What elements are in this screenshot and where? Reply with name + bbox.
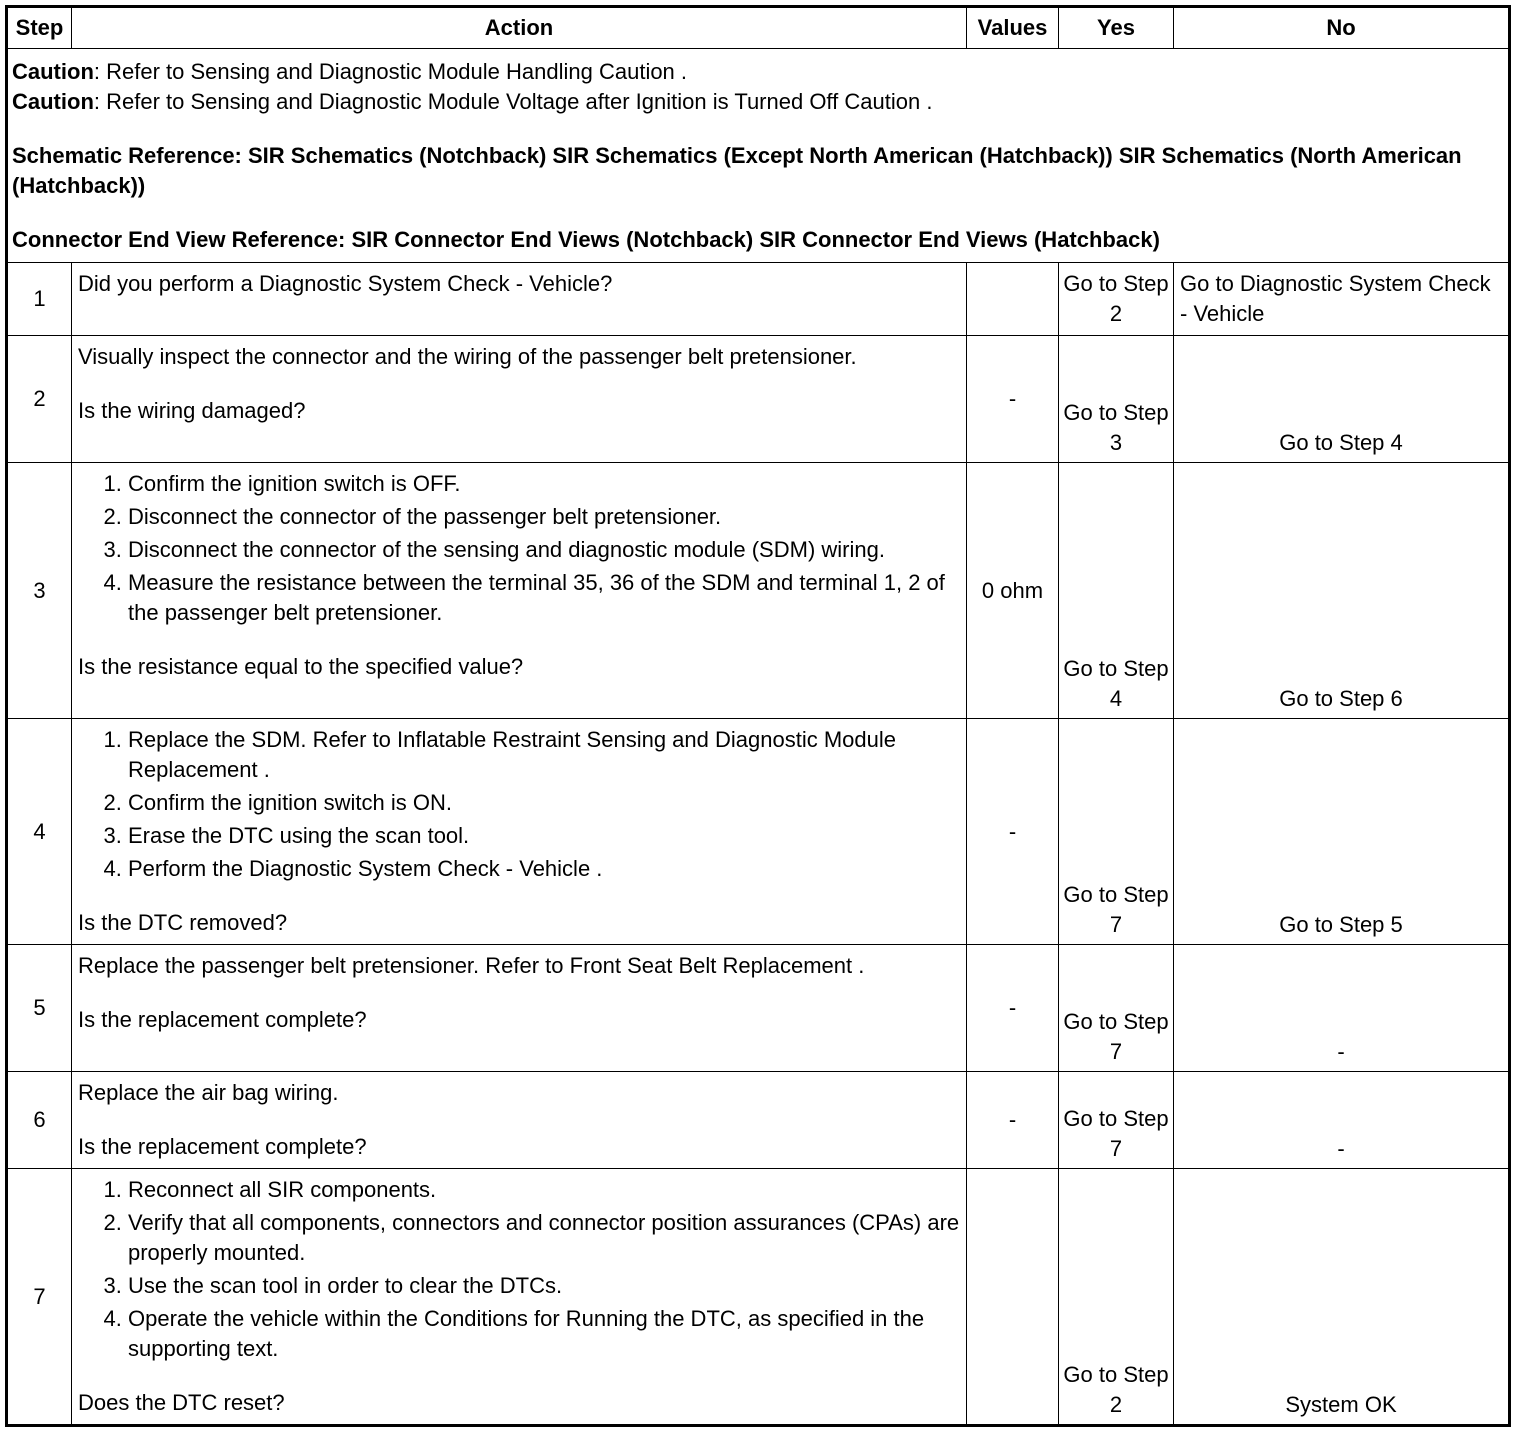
action-question: Does the DTC reset? xyxy=(78,1390,285,1415)
table-row xyxy=(7,463,1510,719)
no-cell: Go to Step 5 xyxy=(1174,719,1510,945)
schematic-reference-text: Schematic Reference: SIR Schematics (Notchback) SIR Schematics (Except North American (Hatchback)) SIR Schematics (North American (Hatchback)) xyxy=(12,143,1462,198)
list-item: 4. Operate the vehicle within the Conditions for Running the DTC, as specified in the supporting text. xyxy=(128,1304,960,1364)
no-cell: - xyxy=(1174,1072,1510,1169)
yes-cell: Go to Step 2 xyxy=(1059,1169,1174,1426)
action-text: Replace the passenger belt pretensioner. Refer to Front Seat Belt Replacement . xyxy=(78,953,865,978)
yes-cell: Go to Step 7 xyxy=(1059,1072,1174,1169)
value-cell xyxy=(967,263,1059,336)
list-item: 2. Verify that all components, connectors and connector position assurances (CPAs) are properly mounted. xyxy=(128,1208,960,1268)
yes-cell: Go to Step 7 xyxy=(1059,945,1174,1072)
caution-label: Caution xyxy=(12,89,94,114)
yes-cell: Go to Step 4 xyxy=(1059,463,1174,719)
yes-cell: Go to Step 7 xyxy=(1059,719,1174,945)
step-number: 3 xyxy=(7,463,72,719)
notes-cell xyxy=(7,49,1510,263)
no-cell: System OK xyxy=(1174,1169,1510,1426)
list-item: 3. Use the scan tool in order to clear the DTCs. xyxy=(128,1271,960,1301)
action-cell xyxy=(72,719,967,945)
value-cell: - xyxy=(967,1072,1059,1169)
action-text: Replace the air bag wiring. xyxy=(78,1080,339,1105)
step-number: 6 xyxy=(7,1072,72,1169)
table-row xyxy=(7,945,1510,1072)
action-steps-list xyxy=(78,469,960,628)
diagnostic-table xyxy=(5,5,1511,1427)
caution-text: : Refer to Sensing and Diagnostic Module Handling Caution . xyxy=(93,59,688,84)
table-row xyxy=(7,336,1510,463)
caution-text: : Refer to Sensing and Diagnostic Module Voltage after Ignition is Turned Off Caution . xyxy=(93,89,933,114)
list-item: 2. Disconnect the connector of the passenger belt pretensioner. xyxy=(128,502,960,532)
notes-row xyxy=(7,49,1510,263)
yes-cell: Go to Step 2 xyxy=(1059,263,1174,336)
value-cell: - xyxy=(967,719,1059,945)
action-question: Is the wiring damaged? xyxy=(78,398,306,423)
list-item: 4. Measure the resistance between the terminal 35, 36 of the SDM and terminal 1, 2 of the passenger belt pretensioner. xyxy=(128,568,960,628)
action-question: Is the replacement complete? xyxy=(78,1007,367,1032)
action-cell xyxy=(72,463,967,719)
action-question: Is the replacement complete? xyxy=(78,1134,367,1159)
action-text: Did you perform a Diagnostic System Check - Vehicle? xyxy=(78,271,613,296)
connector-reference-text: Connector End View Reference: SIR Connector End Views (Notchback) SIR Connector End Views (Hatchback) xyxy=(12,227,1160,252)
no-cell: Go to Diagnostic System Check - Vehicle xyxy=(1174,263,1510,336)
value-cell: - xyxy=(967,336,1059,463)
step-number: 5 xyxy=(7,945,72,1072)
value-cell: 0 ohm xyxy=(967,463,1059,719)
schematic-reference xyxy=(12,141,1504,201)
connector-reference xyxy=(12,225,1504,255)
action-steps-list xyxy=(78,1175,960,1364)
table-row xyxy=(7,719,1510,945)
action-question: Is the resistance equal to the specified value? xyxy=(78,654,524,679)
step-number: 7 xyxy=(7,1169,72,1426)
step-number: 1 xyxy=(7,263,72,336)
header-step: Step xyxy=(7,7,72,49)
header-row xyxy=(7,7,1510,49)
no-cell: - xyxy=(1174,945,1510,1072)
no-cell: Go to Step 6 xyxy=(1174,463,1510,719)
caution-1 xyxy=(12,57,1504,87)
value-cell: - xyxy=(967,945,1059,1072)
list-item: 3. Disconnect the connector of the sensing and diagnostic module (SDM) wiring. xyxy=(128,535,960,565)
list-item: 1. Confirm the ignition switch is OFF. xyxy=(128,469,960,499)
action-cell xyxy=(72,1072,967,1169)
header-no: No xyxy=(1174,7,1510,49)
caution-2 xyxy=(12,87,1504,117)
header-yes: Yes xyxy=(1059,7,1174,49)
action-cell xyxy=(72,336,967,463)
table-row xyxy=(7,263,1510,336)
list-item: 1. Replace the SDM. Refer to Inflatable Restraint Sensing and Diagnostic Module Replacement . xyxy=(128,725,960,785)
action-steps-list xyxy=(78,725,960,884)
list-item: 3. Erase the DTC using the scan tool. xyxy=(128,821,960,851)
header-values: Values xyxy=(967,7,1059,49)
caution-label: Caution xyxy=(12,59,94,84)
action-text: Visually inspect the connector and the wiring of the passenger belt pretensioner. xyxy=(78,344,857,369)
table-row xyxy=(7,1169,1510,1426)
value-cell xyxy=(967,1169,1059,1426)
table-row xyxy=(7,1072,1510,1169)
list-item: 4. Perform the Diagnostic System Check - Vehicle . xyxy=(128,854,960,884)
action-question: Is the DTC removed? xyxy=(78,910,288,935)
list-item: 1. Reconnect all SIR components. xyxy=(128,1175,960,1205)
header-action: Action xyxy=(72,7,967,49)
step-number: 2 xyxy=(7,336,72,463)
action-cell xyxy=(72,263,967,336)
action-cell xyxy=(72,945,967,1072)
step-number: 4 xyxy=(7,719,72,945)
no-cell: Go to Step 4 xyxy=(1174,336,1510,463)
action-cell xyxy=(72,1169,967,1426)
list-item: 2. Confirm the ignition switch is ON. xyxy=(128,788,960,818)
yes-cell: Go to Step 3 xyxy=(1059,336,1174,463)
